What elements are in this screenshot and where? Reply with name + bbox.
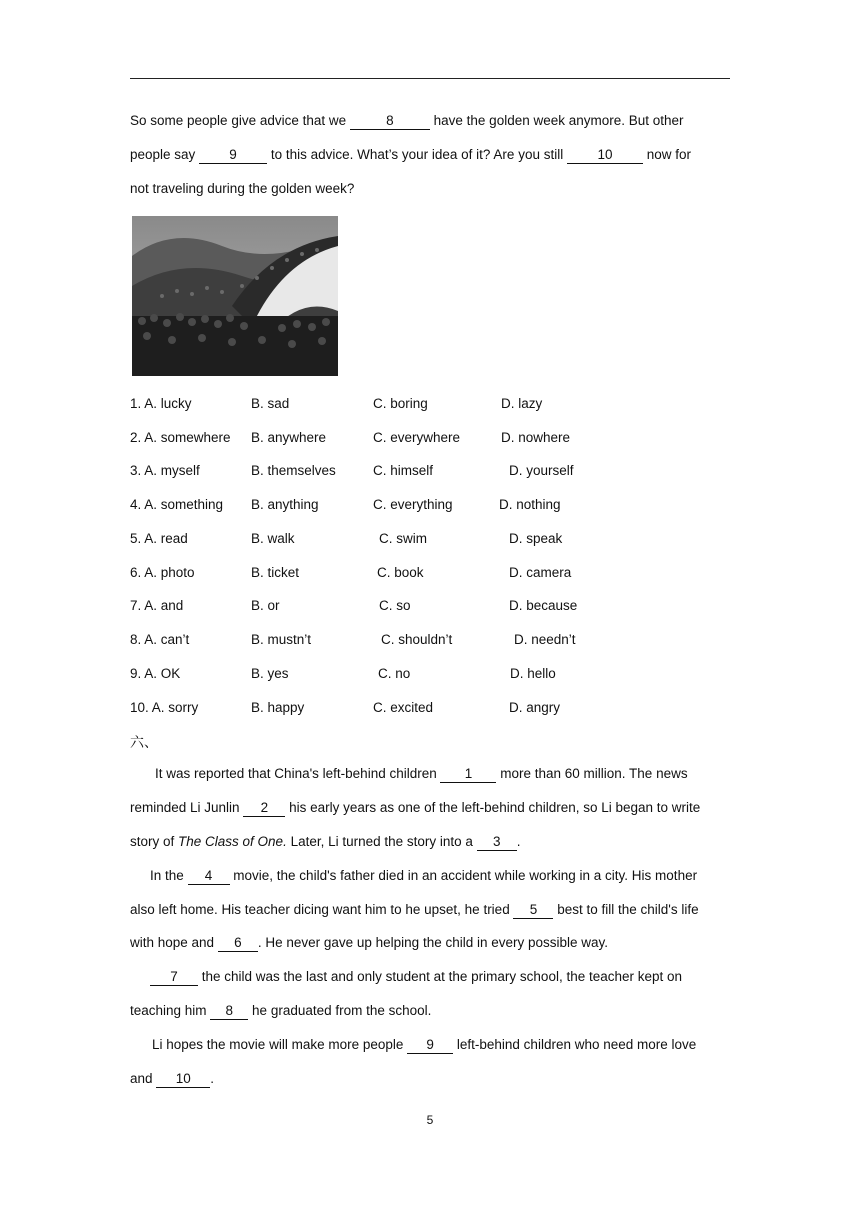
text: to this advice. What’s your idea of it? Are you still [267, 147, 567, 162]
text: story of [130, 834, 179, 849]
blank-2: 2 [243, 800, 285, 817]
option-c: C. everything [373, 497, 453, 512]
story-title: The Class of One. [178, 834, 287, 849]
option-c: C. book [377, 565, 424, 580]
option-a: 1. A. lucky [130, 396, 192, 411]
option-b: B. mustn’t [251, 632, 312, 647]
blank-9: 9 [407, 1037, 453, 1054]
option-b: B. walk [251, 531, 295, 546]
text: now for [642, 147, 691, 162]
option-c: C. so [379, 598, 411, 613]
passage-line-1 [130, 104, 730, 138]
p2-line-3 [130, 926, 730, 960]
text: . He never gave up helping the child in every possible way. [257, 935, 609, 950]
text: the child was the last and only student at the primary school, the teacher kept on [198, 969, 683, 984]
option-d: D. yourself [509, 463, 574, 478]
text: with hope and [130, 935, 218, 950]
text: In the [150, 868, 188, 883]
option-c: C. excited [373, 700, 434, 715]
blank-10: 10 [156, 1071, 210, 1088]
page-number: 5 [426, 1113, 434, 1127]
crowd-photo [132, 216, 338, 376]
option-c: C. everywhere [373, 430, 461, 445]
p3-line-2 [130, 994, 730, 1028]
section-heading: 六、 [130, 735, 158, 751]
header-rule [130, 78, 730, 79]
text: . [516, 834, 521, 849]
passage-line-3: not traveling during the golden week? [130, 181, 355, 196]
blank-6: 6 [218, 935, 258, 952]
option-b: B. anywhere [251, 430, 327, 445]
text: and [130, 1071, 157, 1086]
blank-7: 7 [150, 969, 198, 986]
blank-8: 8 [210, 1003, 248, 1020]
option-b: B. ticket [251, 565, 300, 580]
option-b: B. or [251, 598, 280, 613]
option-b: B. happy [251, 700, 305, 715]
option-d: D. needn’t [514, 632, 576, 647]
text: Later, Li turned the story into a [286, 834, 477, 849]
text: movie, the child's father died in an accident while working in a city. His mother [229, 868, 698, 883]
option-d: D. because [509, 598, 578, 613]
p1-line-2 [130, 791, 730, 825]
text: have the golden week anymore. But other [429, 113, 684, 128]
option-a: 3. A. myself [130, 463, 200, 478]
text: . [210, 1071, 215, 1086]
option-d: D. nothing [499, 497, 561, 512]
text: Li hopes the movie will make more people [152, 1037, 408, 1052]
option-c: C. swim [379, 531, 427, 546]
blank-1: 1 [440, 766, 496, 783]
blank-5: 5 [513, 902, 553, 919]
text: his early years as one of the left-behind children, so Li began to write [285, 800, 701, 815]
p1-line-1 [130, 757, 730, 791]
option-a: 2. A. somewhere [130, 430, 231, 445]
text: left-behind children who need more love [453, 1037, 697, 1052]
text: teaching him [130, 1003, 211, 1018]
text: So some people give advice that we [130, 113, 350, 128]
option-b: B. yes [251, 666, 289, 681]
option-c: C. shouldn’t [381, 632, 453, 647]
p1-line-3 [130, 825, 730, 859]
option-a: 10. A. sorry [130, 700, 199, 715]
option-a: 7. A. and [130, 598, 184, 613]
p2-line-2 [130, 893, 730, 927]
option-d: D. angry [509, 700, 561, 715]
p4-line-1 [130, 1028, 730, 1062]
option-b: B. themselves [251, 463, 336, 478]
option-a: 8. A. can’t [130, 632, 190, 647]
option-a: 6. A. photo [130, 565, 195, 580]
option-c: C. no [378, 666, 411, 681]
option-c: C. boring [373, 396, 428, 411]
text: reminded Li Junlin [130, 800, 244, 815]
option-a: 9. A. OK [130, 666, 181, 681]
blank-4: 4 [188, 868, 230, 885]
p2-line-1 [130, 859, 730, 893]
option-d: D. hello [510, 666, 556, 681]
option-d: D. nowhere [501, 430, 571, 445]
blank-3: 3 [477, 834, 517, 851]
option-a: 5. A. read [130, 531, 188, 546]
p3-line-1 [130, 960, 730, 994]
option-d: D. speak [509, 531, 563, 546]
option-d: D. camera [509, 565, 572, 580]
option-b: B. sad [251, 396, 290, 411]
blank-10: 10 [567, 147, 643, 164]
option-d: D. lazy [501, 396, 543, 411]
option-b: B. anything [251, 497, 319, 512]
text: best to fill the child's life [553, 902, 699, 917]
text: It was reported that China's left-behind children [155, 766, 441, 781]
option-a: 4. A. something [130, 497, 224, 512]
text: more than 60 million. The news [496, 766, 688, 781]
p4-line-2 [130, 1062, 730, 1096]
passage-line-2 [130, 138, 730, 172]
option-c: C. himself [373, 463, 434, 478]
blank-8: 8 [350, 113, 430, 130]
text: also left home. His teacher dicing want him to he upset, he tried [130, 902, 514, 917]
blank-9: 9 [199, 147, 267, 164]
text: he graduated from the school. [248, 1003, 432, 1018]
text: people say [130, 147, 200, 162]
